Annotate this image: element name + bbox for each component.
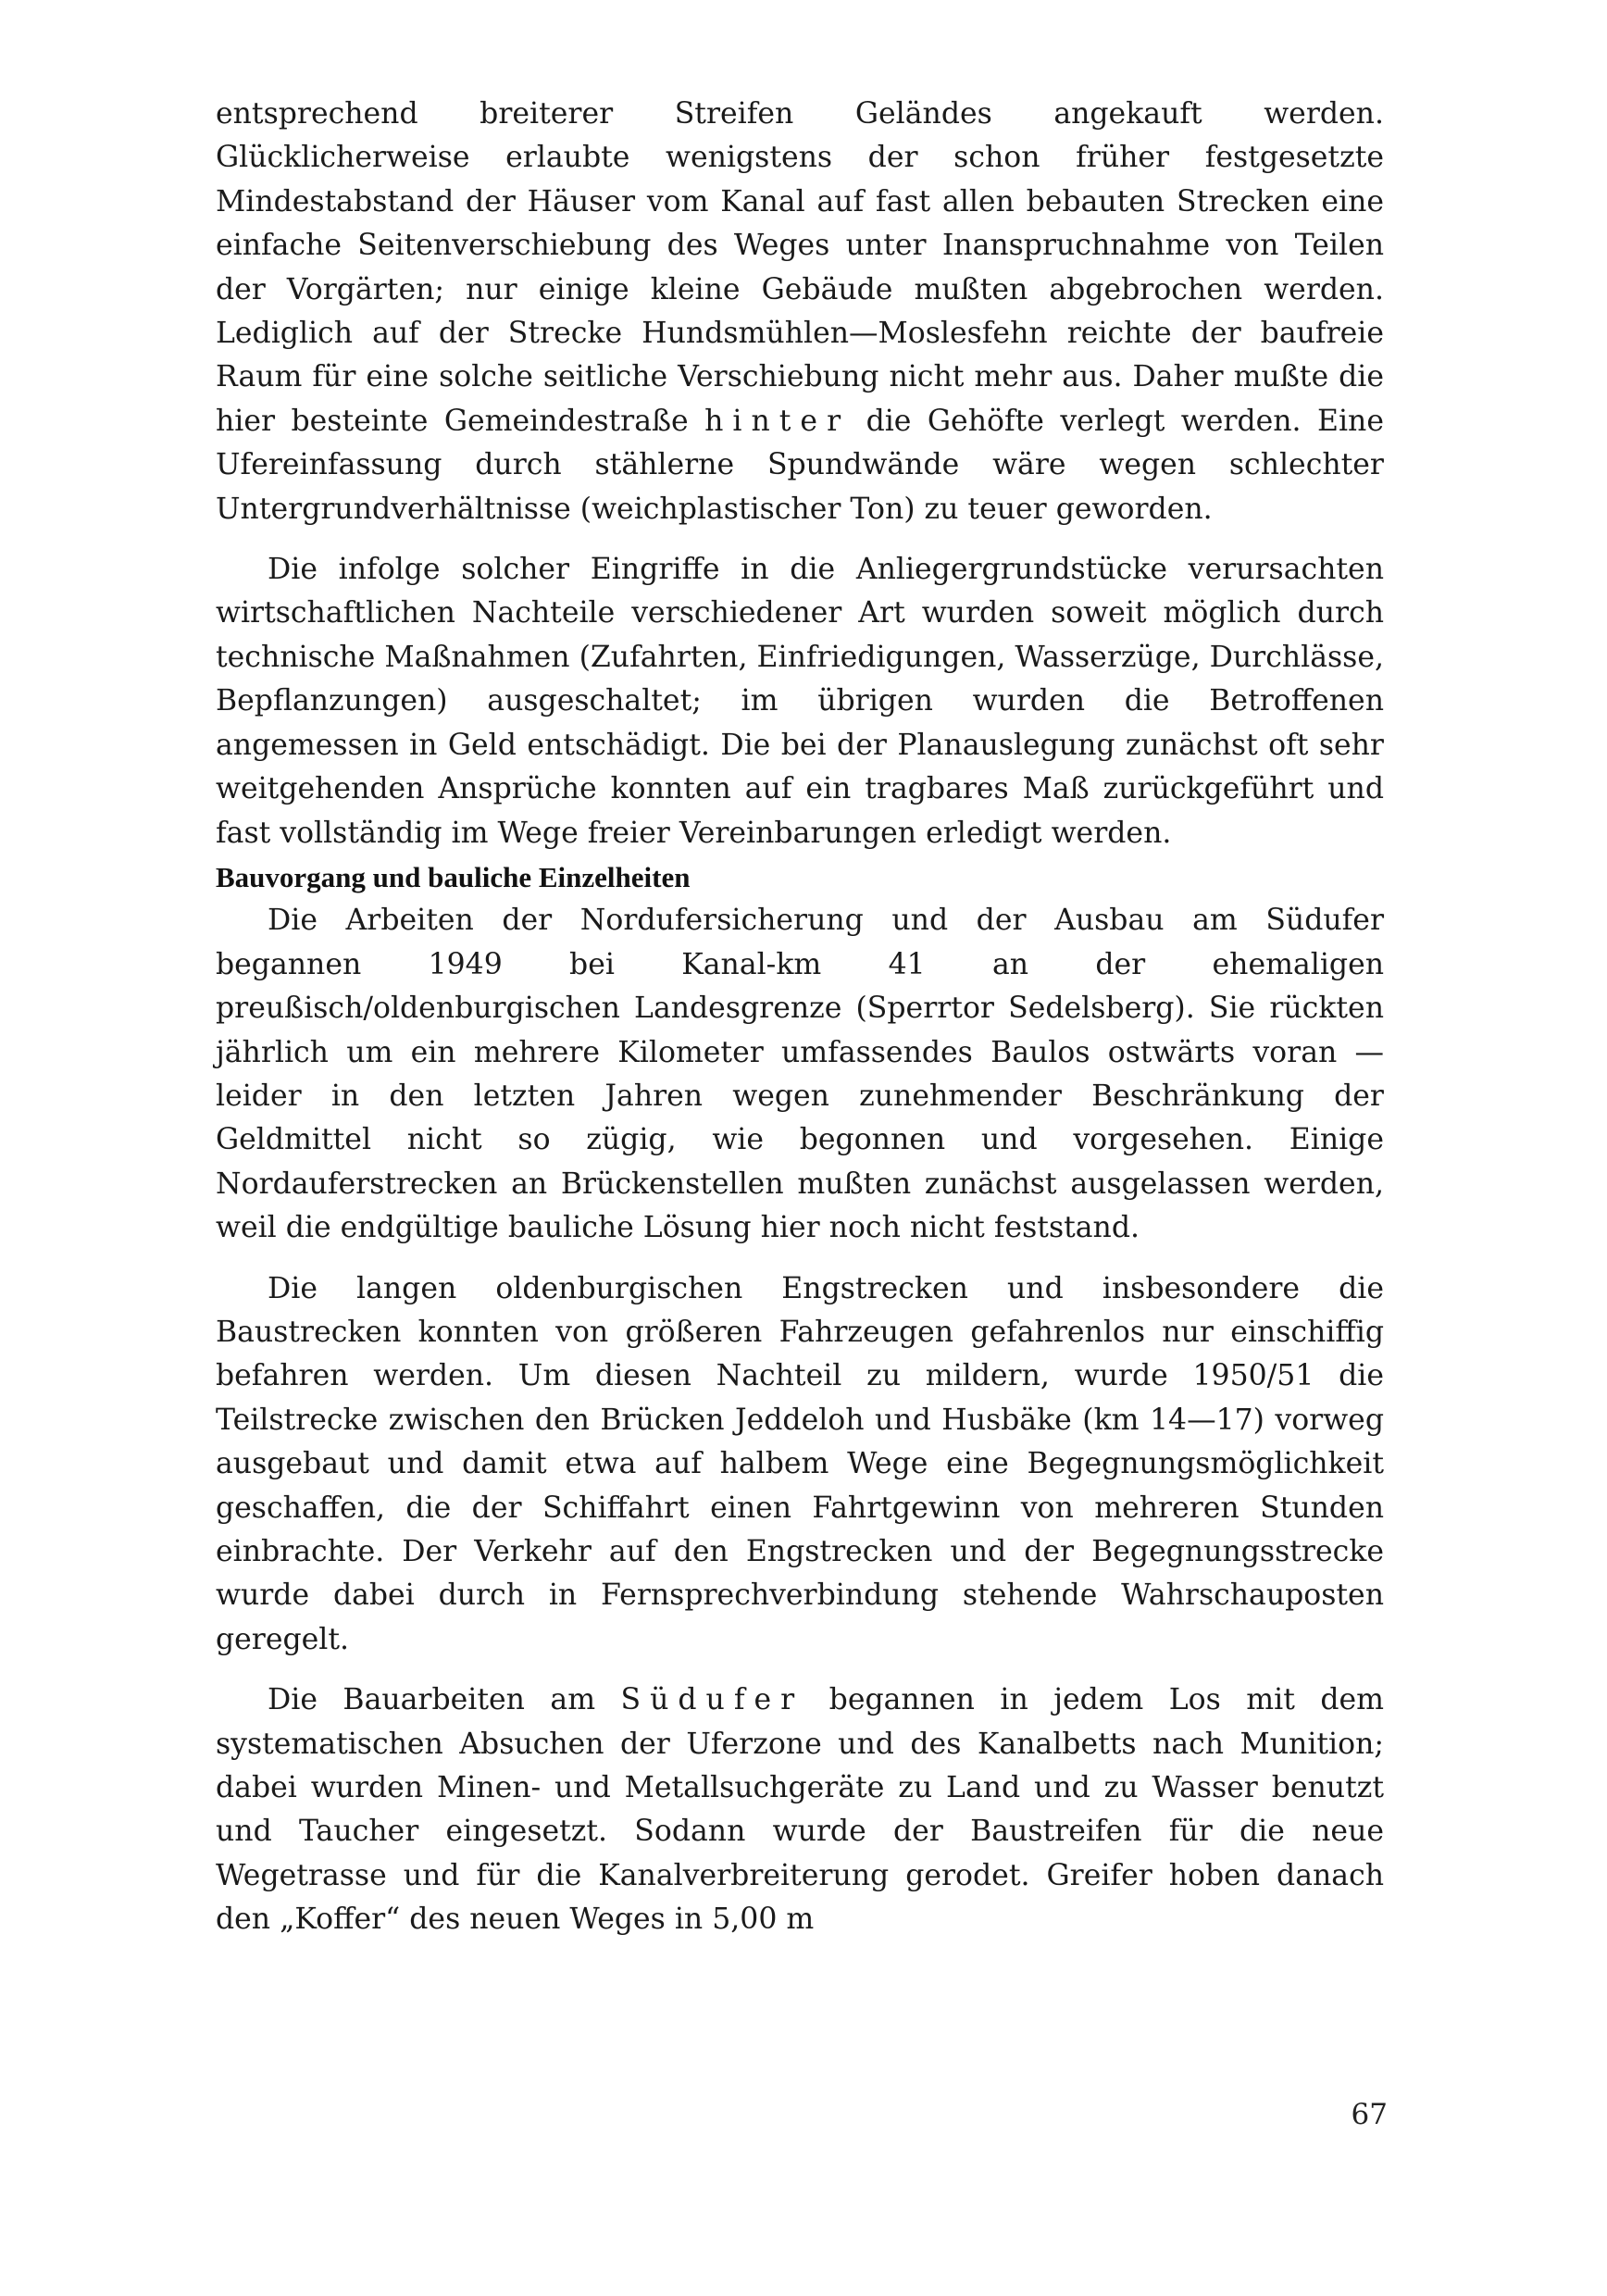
paragraph: Die infolge solcher Eingriffe in die Anliegergrundstücke verursachten wirtschaftlichen Nachteile verschiedener Art wurden soweit möglich durch technische Maßnahmen (Zufahrten, Einfriedigungen, Wasserzüge, Durchlässe, Bepflanzungen) ausgeschaltet; im übrigen wurden die Betroffenen angemessen in Geld entschädigt. Die bei der Planauslegung zunächst oft sehr weitgehenden Ansprüche konnten auf ein tragbares Maß zurückgeführt und fast vollständig im Wege freier Vereinbarungen erledigt werden. — [216, 553, 1384, 850]
paragraph — [216, 1678, 1384, 1941]
paragraph-text: die Gehöfte verlegt werden. Eine Ufereinfassung durch stählerne Spundwände wäre wegen schlechter Untergrundverhältnisse (weichplastischer Ton) zu teuer geworden. — [216, 404, 1384, 526]
paragraph: Die langen oldenburgischen Engstrecken und insbesondere die Baustrecken konnten von größeren Fahrzeugen gefahrenlos nur einschiffig befahren werden. Um diesen Nachteil zu mildern, wurde 1950/51 die Teilstrecke zwischen den Brücken Jeddeloh und Husbäke (km 14—17) vorweg ausgebaut und damit etwa auf halbem Wege eine Begegnungsmöglichkeit geschaffen, die der Schiffahrt einen Fahrtgewinn von mehreren Stunden einbrachte. Der Verkehr auf den Engstrecken und der Begegnungsstrecke wurde dabei durch in Fernsprechverbindung stehende Wahrschauposten geregelt. — [216, 1271, 1384, 1656]
emphasized-word: hinter — [704, 404, 851, 438]
section-heading: Bauvorgang und bauliche Einzelheiten — [216, 860, 691, 893]
paragraph-continued — [216, 93, 1384, 531]
page-number: 67 — [1351, 2098, 1388, 2131]
paragraph-text: begannen in jedem Los mit dem systematischen Absuchen der Uferzone und des Kanalbetts nach Munition; dabei wurden Minen- und Metallsuchgeräte zu Land und zu Wasser benutzt und Taucher eingesetzt. Sodann wurde der Baustreifen für die neue Wegetrasse und für die Kanalverbreiterung gerodet. Greifer hoben danach den „Koffer“ des neuen Weges in 5,00 m — [216, 1683, 1384, 1937]
body-text — [216, 93, 1384, 1942]
emphasized-word: Südufer — [620, 1683, 804, 1717]
paragraph-text: Die Bauarbeiten am — [268, 1683, 621, 1717]
paragraph: Die Arbeiten der Nordufersicherung und der Ausbau am Südufer begannen 1949 bei Kanal-km 41 an der ehemaligen preußisch/oldenburgischen Landesgrenze (Sperrtor Sedelsberg). Sie rückten jährlich um ein mehrere Kilometer umfassendes Baulos ostwärts voran — leider in den letzten Jahren wegen zunehmender Beschränkung der Geldmittel nicht so zügig, wie begonnen und vorgesehen. Einige Nordauferstrecken an Brückenstellen mußten zunächst ausgelassen werden, weil die endgültige bauliche Lösung hier noch nicht feststand. — [216, 904, 1384, 1245]
paragraph-text: entsprechend breiterer Streifen Geländes angekauft werden. Glücklicherweise erlaubte wenigstens der schon früher festgesetzte Mindestabstand der Häuser vom Kanal auf fast allen bebauten Strecken eine einfache Seitenverschiebung des Weges unter Inanspruchnahme von Teilen der Vorgärten; nur einige kleine Gebäude mußten abgebrochen werden. Lediglich auf der Strecke Hundsmühlen—Moslesfehn reichte der baufreie Raum für eine solche seitliche Verschiebung nicht mehr aus. Daher mußte die hier besteinte Gemeindestraße — [216, 97, 1384, 438]
